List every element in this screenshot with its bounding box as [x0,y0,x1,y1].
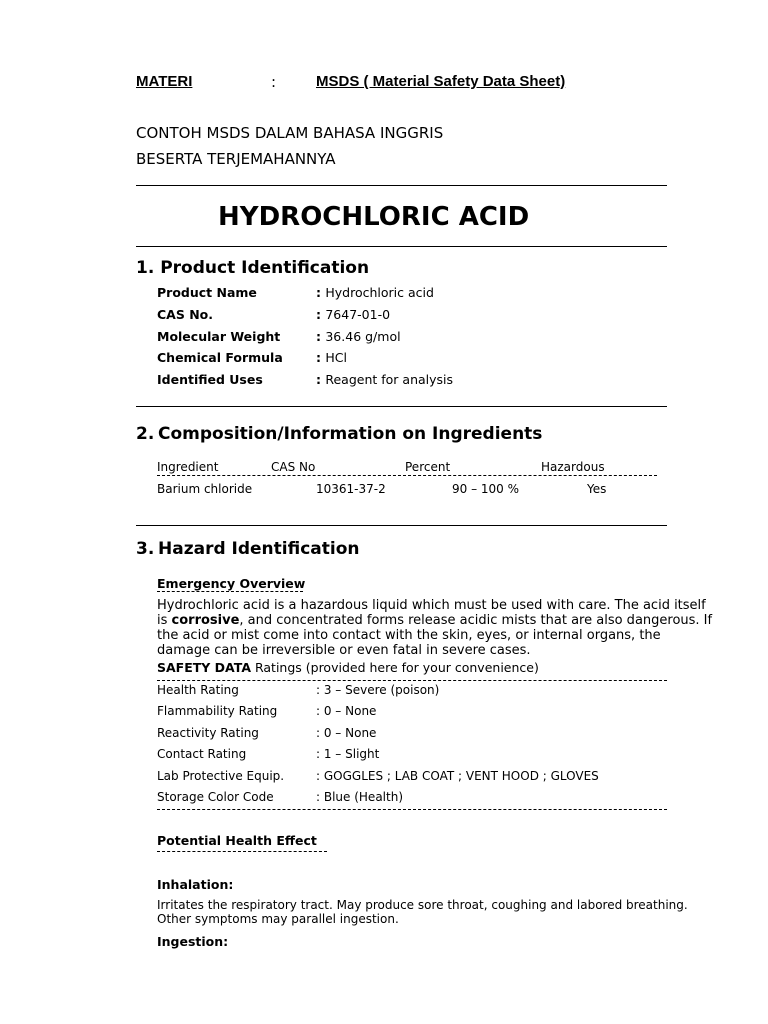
ingredient-cell: Barium chloride [157,482,253,496]
row-label: Chemical Formula [157,350,283,365]
dashed-underline [157,591,303,592]
row-label: Molecular Weight [157,329,281,344]
dashed-underline [157,851,327,852]
materi-value: MSDS ( Material Safety Data Sheet) [316,73,566,90]
inhalation-text: Irritates the respiratory tract. May produce sore throat, coughing and labored breathing. Other symptoms may parallel ingestion. [157,898,688,926]
row-label: Identified Uses [157,372,263,387]
column-header-cas: CAS No [271,460,316,474]
row-label: Product Name [157,285,257,300]
rating-label: Flammability Rating [157,704,278,718]
rating-label: Lab Protective Equip. [157,769,285,783]
divider [136,185,667,186]
inhalation-title: Inhalation: [157,877,234,892]
divider [136,525,667,526]
section-2-heading: Composition/Information on Ingredients [158,424,543,444]
cas-cell: 10361-37-2 [316,482,386,496]
materi-label: MATERI [136,73,193,90]
dashed-separator [157,680,667,681]
row-value: : Hydrochloric acid [316,285,434,300]
rating-value: : GOGGLES ; LAB COAT ; VENT HOOD ; GLOVES [316,769,599,783]
potential-health-effect-title: Potential Health Effect [157,833,317,848]
column-header-ingredient: Ingredient [157,460,219,474]
hazardous-cell: Yes [587,482,607,496]
emergency-overview-text: Hydrochloric acid is a hazardous liquid which must be used with care. The acid itself is corrosive, and concentrated forms release acidic mists that are also dangerous. If the acid or mist come into contact with the skin, eyes, or internal organs, the damage can be irreversible or even fatal in severe cases. [157,598,713,658]
materi-colon: : [271,73,277,91]
row-value: : 36.46 g/mol [316,329,401,344]
dashed-separator [157,475,657,476]
rating-value: : 0 – None [316,726,377,740]
rating-label: Storage Color Code [157,790,274,804]
section-2-number: 2. [136,424,155,444]
divider [136,246,667,247]
rating-label: Health Rating [157,683,239,697]
rating-label: Reactivity Rating [157,726,259,740]
document-title: HYDROCHLORIC ACID [218,202,530,232]
section-1-heading: 1. Product Identification [136,258,370,278]
dashed-separator [157,809,667,810]
rating-value: : 0 – None [316,704,377,718]
row-value: : 7647-01-0 [316,307,391,322]
rating-value: : 1 – Slight [316,747,380,761]
subtitle-line-2: BESERTA TERJEMAHANNYA [136,150,336,168]
ingestion-title: Ingestion: [157,934,229,949]
row-value: : Reagent for analysis [316,372,454,387]
row-label: CAS No. [157,307,213,322]
column-header-hazardous: Hazardous [541,460,605,474]
subtitle-line-1: CONTOH MSDS DALAM BAHASA INGGRIS [136,124,444,142]
rating-value: : 3 – Severe (poison) [316,683,440,697]
rating-value: : Blue (Health) [316,790,403,804]
emergency-overview-title: Emergency Overview [157,576,306,591]
rating-label: Contact Rating [157,747,247,761]
divider [136,406,667,407]
percent-cell: 90 – 100 % [452,482,520,496]
section-3-heading: Hazard Identification [158,539,360,559]
safety-data-line: SAFETY DATA Ratings (provided here for your convenience) [157,660,539,675]
row-value: : HCl [316,350,347,365]
section-3-number: 3. [136,539,155,559]
column-header-percent: Percent [405,460,451,474]
